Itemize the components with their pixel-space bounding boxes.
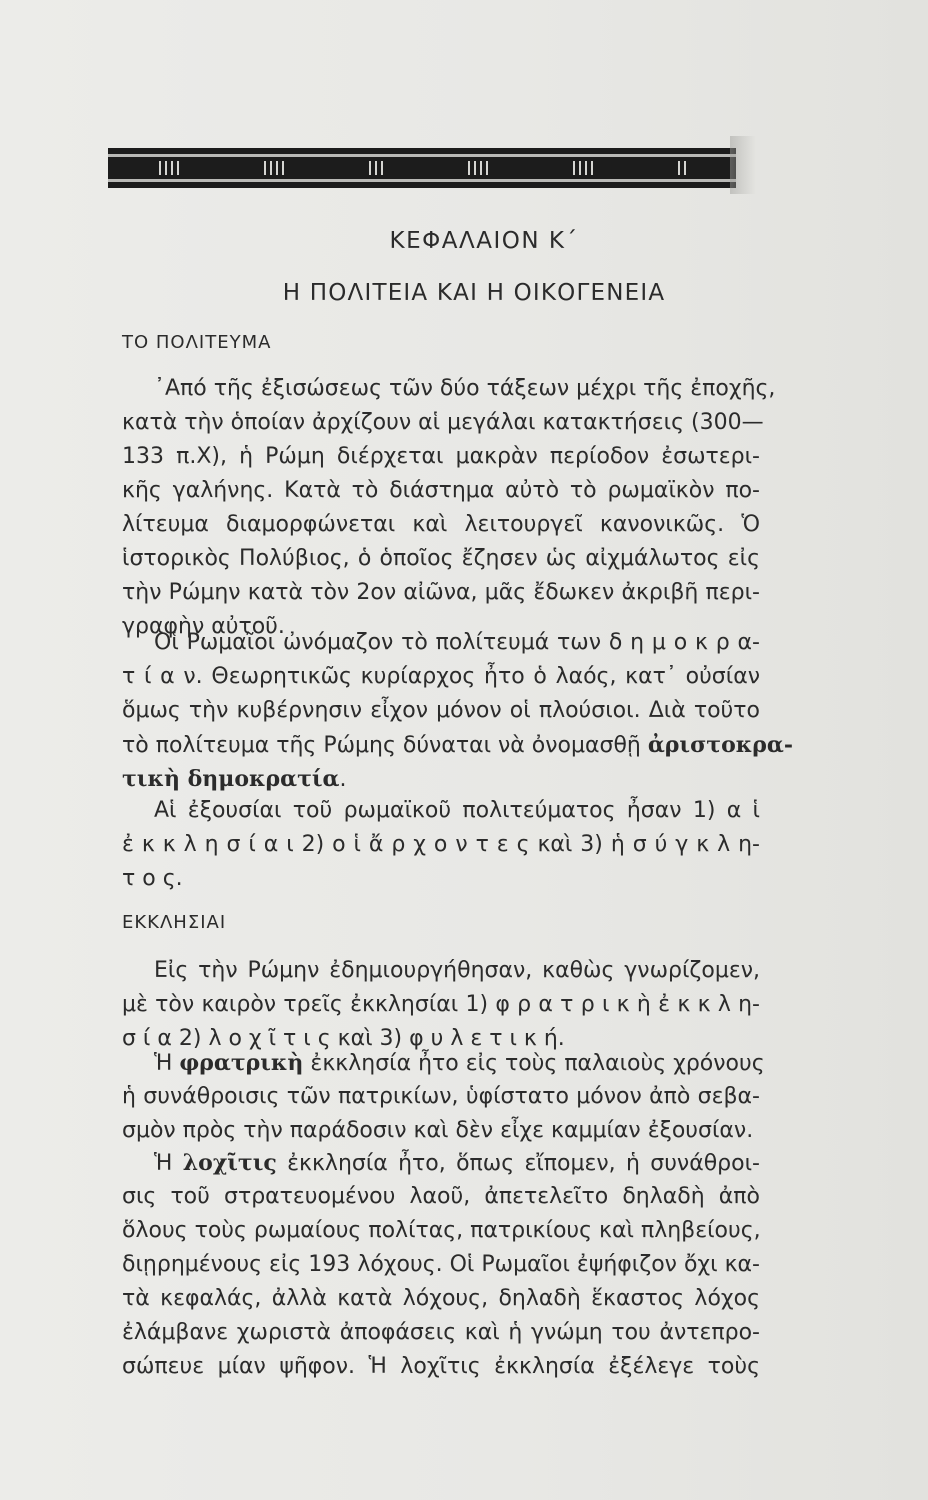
paragraph-2	[122, 626, 793, 796]
paragraph-4	[122, 954, 760, 1056]
bold-term: φρατρικὴ	[179, 1050, 304, 1076]
ornament-group	[678, 161, 686, 175]
banner-top-stripe	[108, 154, 736, 157]
paragraph-3	[122, 794, 760, 896]
text-line: σ ί α 2) λ ο χ ῖ τ ι ς καὶ 3) φ υ λ ε τ ι κ ή.	[122, 1026, 565, 1051]
section-heading-politeuma: ΤΟ ΠΟΛΙΤΕΥΜΑ	[122, 332, 272, 353]
text-line	[122, 762, 760, 796]
text-line: τὰ κεφαλάς, ἀλλὰ κατὰ λόχους, δηλαδὴ ἕκαστος λόχος	[122, 1286, 760, 1311]
text-fragment: Ἡ	[154, 1051, 173, 1076]
text-line	[122, 1046, 765, 1080]
text-line: ἡ συνάθροισις τῶν πατρικίων, ὑφίστατο μόνον ἀπὸ σεβα-	[122, 1084, 760, 1109]
text-line: ὅμως τὴν κυβέρνησιν εἶχον μόνον οἱ πλούσιοι. Διὰ τοῦτο	[122, 698, 760, 723]
text-line: λίτευμα διαμορφώνεται καὶ λειτουργεῖ κανονικῶς. Ὁ	[122, 512, 760, 537]
text-line: σμὸν πρὸς τὴν παράδοσιν καὶ δὲν εἶχε καμμίαν ἐξουσίαν.	[122, 1118, 754, 1143]
text-line: κατὰ τὴν ὁποίαν ἀρχίζουν αἱ μεγάλαι κατακτήσεις (300—	[122, 410, 764, 435]
paragraph-5	[122, 1046, 765, 1148]
text-line: τ ί α ν. Θεωρητικῶς κυρίαρχος ἦτο ὁ λαός, κατ᾿ οὐσίαν	[122, 664, 760, 689]
text-fragment: ἐκκλησία ἦτο εἰς τοὺς παλαιοὺς χρόνους	[310, 1051, 765, 1076]
page-shadow	[730, 136, 756, 194]
text-fragment: Ἡ	[154, 1151, 173, 1176]
ornament-group	[159, 161, 179, 175]
bold-term: τικὴ δημοκρατία	[122, 766, 340, 792]
decorative-header-banner	[108, 148, 736, 188]
bold-term: λοχῖτις	[182, 1150, 277, 1176]
section-heading-ekklisiai: ΕΚΚΛΗΣΙΑΙ	[122, 912, 227, 933]
text-line: κῆς γαλήνης. Κατὰ τὸ διάστημα αὐτὸ τὸ ρωμαϊκὸν πο-	[122, 478, 760, 503]
ornament-group	[573, 161, 593, 175]
banner-ornament	[116, 161, 728, 175]
text-line	[122, 1146, 760, 1180]
text-line: Οἱ Ρωμαῖοι ὠνόμαζον τὸ πολίτευμά των δ η μ ο κ ρ α-	[154, 630, 760, 655]
ornament-group	[468, 161, 488, 175]
text-line: ᾿Από τῆς ἐξισώσεως τῶν δύο τάξεων μέχρι τῆς ἐποχῆς,	[154, 376, 776, 401]
text-line: 133 π.Χ), ἡ Ρώμη διέρχεται μακρὰν περίοδον ἐσωτερι-	[122, 444, 760, 469]
text-line: σώπευε μίαν ψῆφον. Ἡ λοχῖτις ἐκκλησία ἐξέλεγε τοὺς	[122, 1354, 760, 1379]
text-line	[122, 728, 793, 762]
ornament-group	[264, 161, 284, 175]
text-fragment: .	[339, 767, 347, 792]
text-line: σις τοῦ στρατευομένου λαοῦ, ἀπετελεῖτο δηλαδὴ ἀπὸ	[122, 1184, 760, 1209]
text-fragment: ἐκκλησία ἦτο, ὅπως εἴπομεν, ἡ συνάθροι-	[287, 1151, 760, 1176]
text-line: ὅλους τοὺς ρωμαίους πολίτας, πατρικίους καὶ πληβείους,	[122, 1218, 761, 1243]
paragraph-6	[122, 1146, 760, 1384]
text-line: ἐλάμβανε χωριστὰ ἀποφάσεις καὶ ἡ γνώμη του ἀντεπρο-	[122, 1320, 760, 1345]
text-line: γραφὴν αὐτοῦ.	[122, 614, 285, 639]
text-line: ἐ κ κ λ η σ ί α ι 2) ο ἱ ἄ ρ χ ο ν τ ε ς καὶ 3) ἡ σ ύ γ κ λ η-	[122, 832, 760, 857]
text-line: διῃρημένους εἰς 193 λόχους. Οἱ Ρωμαῖοι ἐψήφιζον ὄχι κα-	[122, 1252, 760, 1277]
ornament-group	[369, 161, 383, 175]
chapter-title: ΚΕΦΑΛΑΙΟΝ Κ΄	[389, 228, 579, 254]
text-line: μὲ τὸν καιρὸν τρεῖς ἐκκλησίαι 1) φ ρ α τ ρ ι κ ὴ ἐ κ κ λ η-	[122, 992, 760, 1017]
banner-bottom-stripe	[108, 179, 736, 182]
bold-term: ἀριστοκρα-	[647, 732, 793, 758]
chapter-subtitle: Η ΠΟΛΙΤΕΙΑ ΚΑΙ Η ΟΙΚΟΓΕΝΕΙΑ	[282, 280, 666, 306]
paragraph-1	[122, 372, 776, 644]
text-line: ἱστορικὸς Πολύβιος, ὁ ὁποῖος ἔζησεν ὡς αἰχμάλωτος εἰς	[122, 546, 760, 571]
text-line: τὴν Ρώμην κατὰ τὸν 2ον αἰῶνα, μᾶς ἔδωκεν ἀκριβῆ περι-	[122, 580, 760, 605]
text-line: τ ο ς.	[122, 866, 183, 891]
text-fragment: τὸ πολίτευμα τῆς Ρώμης δύναται νὰ ὀνομασθῇ	[122, 733, 641, 758]
text-line: Αἱ ἐξουσίαι τοῦ ρωμαϊκοῦ πολιτεύματος ἦσαν 1) α ἱ	[154, 798, 760, 823]
text-line: Εἰς τὴν Ρώμην ἐδημιουργήθησαν, καθὼς γνωρίζομεν,	[154, 958, 760, 983]
